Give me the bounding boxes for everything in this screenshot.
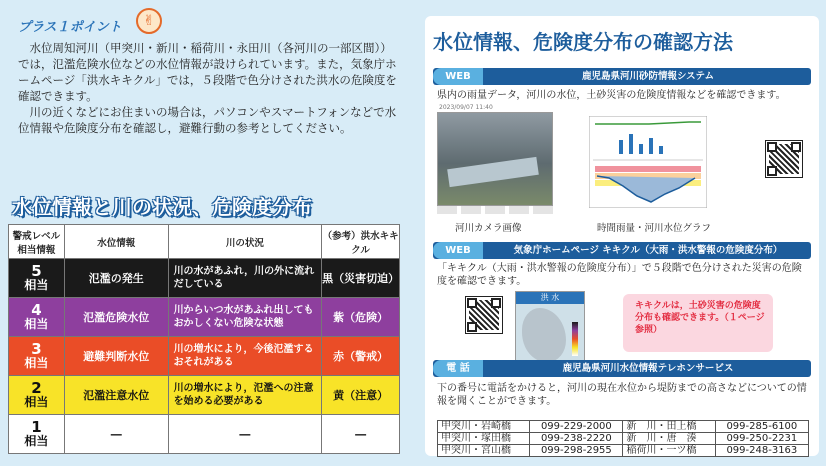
phone-tag: 電 話 [433, 360, 483, 377]
map-legend-scale [572, 322, 578, 356]
camera-timestamp: 2023/09/07 11:40 [439, 104, 493, 111]
phone-number[interactable]: 099-229-2000 [530, 421, 623, 433]
camera-caption: 河川カメラ画像 [455, 223, 522, 234]
section-bar-telephone [433, 360, 811, 377]
level-cell: 1 相当 [9, 415, 65, 454]
station-name: 新 川・唐 湊 [623, 433, 715, 445]
left-panel [8, 6, 400, 462]
map-land-area [522, 308, 566, 362]
web-tag: WEB [433, 68, 483, 85]
situation-cell: 川の水があふれ，川の外に流れだしている [168, 259, 322, 298]
situation-cell: 川の増水により，今後氾濫するおそれがある [168, 337, 322, 376]
table-row [9, 337, 400, 376]
kikikuru-note: キキクルは，土砂災害の危険度分布も確認できます。（１ページ参照） [623, 294, 773, 352]
level-cell: 3 相当 [9, 337, 65, 376]
phone-number[interactable]: 099-248-3163 [715, 445, 808, 457]
levels-section-title: 水位情報と川の状況、危険度分布 [12, 195, 312, 219]
section-bar-label: 気象庁ホームページ キキクル（大雨・洪水警報の危険度分布） [513, 245, 783, 256]
kikikuru-cell: 赤（警戒） [322, 337, 400, 376]
web-tag: WEB [433, 242, 483, 259]
level-cell: 4 相当 [9, 298, 65, 337]
qr-code-river-system[interactable] [765, 140, 803, 178]
qr-code-kikikuru[interactable] [465, 296, 503, 334]
graph-caption: 時間雨量・河川水位グラフ [597, 223, 712, 234]
section-bar-label: 鹿児島県河川水位情報テレホンサービス [562, 363, 734, 374]
map-header: 洪 水 [516, 292, 584, 304]
situation-cell: 川の増水により，氾濫への注意を始める必要がある [168, 376, 322, 415]
header-water-info: 水位情報 [64, 225, 168, 259]
situation-cell: 川からいつ水があふれ出してもおかしくない危険な状態 [168, 298, 322, 337]
hand-peace-icon: ✌ [136, 8, 162, 34]
table-row [9, 259, 400, 298]
intro-paragraph-2: 川の近くなどにお住まいの場合は，パソコンやスマートフォンなどで水位情報や危険度分布を確認し，避難行動の参考としてください。 [18, 105, 397, 135]
water-info-cell: 避難判断水位 [64, 337, 168, 376]
table-row [438, 445, 809, 457]
water-info-cell: ― [64, 415, 168, 454]
section-bar-river-system [433, 68, 811, 85]
header-kikikuru: （参考）洪水キキクル [322, 225, 400, 259]
phone-number[interactable]: 099-250-2231 [715, 433, 808, 445]
section-bar-label: 鹿児島県河川砂防情報システム [581, 71, 715, 82]
level-cell: 2 相当 [9, 376, 65, 415]
table-row [438, 433, 809, 445]
river-camera-image[interactable] [437, 112, 553, 206]
kikikuru-cell: 黄（注意） [322, 376, 400, 415]
station-name: 甲突川・岩崎橋 [438, 421, 530, 433]
header-alert-level: 警戒レベル相当情報 [9, 225, 65, 259]
kikikuru-description: 「キキクル（大雨・洪水警報の危険度分布）」で５段階で色分けされた災害の危険度を確認できます。 [437, 263, 802, 287]
table-row [9, 298, 400, 337]
phone-number-table [437, 420, 809, 457]
table-row [438, 421, 809, 433]
telephone-description: 下の番号に電話をかけると，河川の現在水位から堤防までの高さなどについての情報を聞くことができます。 [437, 383, 807, 407]
kikikuru-cell: 黒（災害切迫） [322, 259, 400, 298]
station-name: 甲突川・宮山橋 [438, 445, 530, 457]
table-row [9, 376, 400, 415]
station-name: 新 川・田上橋 [623, 421, 715, 433]
alert-level-table [8, 224, 400, 454]
intro-paragraph-1: 水位周知河川（甲突川・新川・稲荷川・永田川（各河川の一部区間））では，氾濫危険水位などの水位情報が設けられています。また，気象庁ホームページ「洪水キキクル」では，５段階で色分けされた洪水の危険度を確認できます。 [18, 41, 397, 103]
plus-point-title: プラス１ポイント [18, 20, 122, 35]
table-row [9, 415, 400, 454]
header-river-situation: 川の状況 [168, 225, 322, 259]
table-header-row [9, 225, 400, 259]
phone-number[interactable]: 099-238-2220 [530, 433, 623, 445]
methods-title: 水位情報、危険度分布の確認方法 [433, 30, 733, 54]
rain-water-level-graph[interactable] [589, 116, 707, 208]
situation-cell: ― [168, 415, 322, 454]
level-cell: 5 相当 [9, 259, 65, 298]
camera-controls[interactable] [437, 206, 553, 214]
intro-text [18, 40, 400, 136]
kikikuru-cell: ― [322, 415, 400, 454]
phone-number[interactable]: 099-298-2955 [530, 445, 623, 457]
river-system-description: 県内の雨量データ，河川の水位，土砂災害の危険度情報などを確認できます。 [437, 90, 786, 101]
kikikuru-flood-map[interactable] [515, 291, 585, 365]
station-name: 甲突川・塚田橋 [438, 433, 530, 445]
phone-number[interactable]: 099-285-6100 [715, 421, 808, 433]
right-panel [425, 16, 819, 456]
kikikuru-cell: 紫（危険） [322, 298, 400, 337]
water-info-cell: 氾濫危険水位 [64, 298, 168, 337]
station-name: 稲荷川・一ツ橋 [623, 445, 715, 457]
water-info-cell: 氾濫注意水位 [64, 376, 168, 415]
section-bar-kikikuru [433, 242, 811, 259]
water-info-cell: 氾濫の発生 [64, 259, 168, 298]
